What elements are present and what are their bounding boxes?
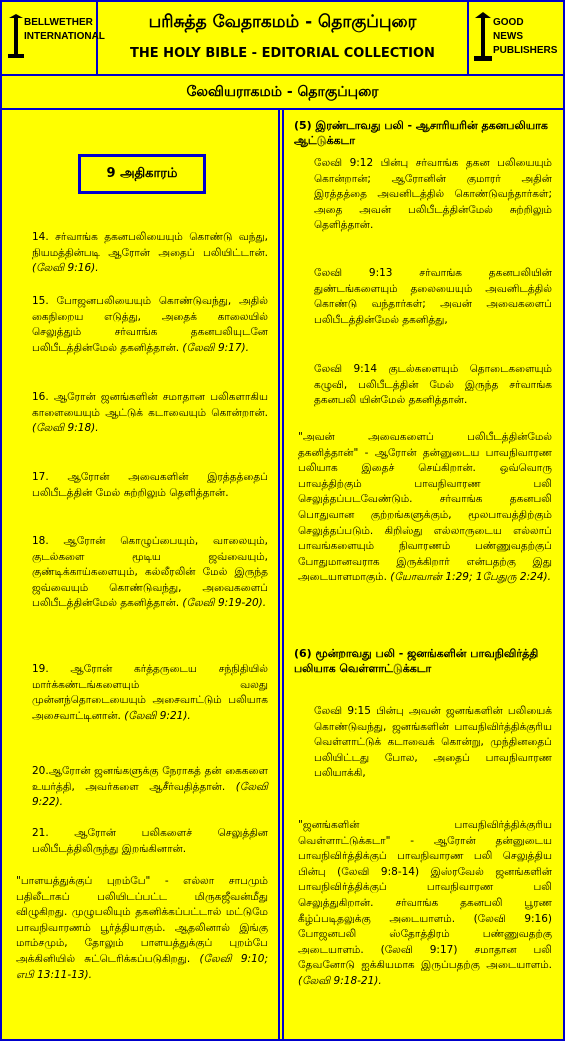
left-column [2, 110, 280, 1039]
verse-20: 20.ஆரோன் ஜனங்களுக்கு நேராகத் தன் கைகளை உயர்த்தி, அவர்களை ஆசீர்வதித்தான். (லேவி 9:22). [32, 765, 268, 809]
section-5-heading: (5) இரண்டாவது பலி - ஆசாரியரின் தகனபலியாக ஆட்டுக்கடா [294, 119, 548, 147]
verse-16: 16. ஆரோன் ஜனங்களின் சமாதான பலிகளாகிய காளையையும் ஆட்டுக் கடாவையும் கொன்றான். (லேவி 9:18). [32, 391, 268, 435]
verse-19: 19. ஆரோன் கர்த்தருடைய சந்நிதியில் மார்க்கண்டங்களையும் வலது முன்னந்தொடையையும் அசைவாட்டும் பலியாக அசைவாட்டினான். (லேவி 9:21). [32, 663, 268, 722]
lev-9-13: லேவி 9:13 சர்வாங்க தகனபலியின் துண்டங்களையும் தலையையும் அவனிடத்தில் கொண்டு வந்தார்கள்; அவன் அவைகளைப் பலிபீடத்தின்மேல் தகனித்து, [314, 267, 552, 326]
commentary-sin-offering: "அவன் அவைகளைப் பலிபீடத்தின்மேல் தகனித்தான்" - ஆரோன் தன்னுடைய பாவநிவாரண பலியாக இதைச் செய்கிறான். ஒவ்வொரு பாவத்திற்கும் பாவநிவாரண பலி செலுத்தப்படவேண்டும். சர்வாங்க தகனபலி பொதுவான குற்றங்களுக்கும், மூலபாவத்திற்கும் செலுத்தப்படும். கிறிஸ்து எல்லாருடைய எல்லாப் பாவங்களையும் நிவாரணம் பண்ணுவதற்குப் போதுமானவராக இருக்கிறார் என்பதற்கு இது அடையாளமாகும். (யோவான் 1:29; 1பேதுரு 2:24). [298, 431, 552, 584]
chapter-label: 9 அதிகாரம் [78, 154, 206, 194]
verse-14: 14. சர்வாங்க தகனபலியையும் கொண்டு வந்து, நியமத்தின்படி ஆரோன் அதைப் பலியிட்டான். (லேவி 9:16). [32, 231, 268, 275]
book-title: லேவியராகமம் - தொகுப்புரை [2, 76, 563, 110]
bellwether-logo [2, 2, 105, 74]
right-column [282, 110, 563, 1039]
commentary-note: "பாளயத்துக்குப் புறம்பே" - எல்லா சாபமும் பதிலீடாகப் பலியிடப்பட்ட மிருகஜீவன்மீது விழுகிறது. முழுபலியும் தகனிக்கப்பட்டால் மட்டுமே பாவநிவாரணம் பூர்த்தியாகும். ஆதலினால் இங்கு மாம்சமும், தோலும் பாளயத்துக்குப் புறம்பே அக்கினியில் சுட்டெரிக்கப்படுகிறது. (லேவி 9:10; எபி 13:11-13). [16, 875, 268, 981]
good-news-logo [467, 2, 563, 74]
commentary-people-offering: "ஜனங்களின் பாவநிவிர்த்திக்குரிய வெள்ளாட்டுக்கடா" - ஆரோன் தன்னுடைய பாவநிவிர்த்திக்குப் பாவநிவாரண பலி செலுத்திய பின்பு (லேவி 9:8-14) இஸ்ரவேல் ஜனங்களின் பாவநிவிர்த்திக்குப் பாவநிவாரண பலி செலுத்துகிறான். சர்வாங்க தகனபலி பூரண கீழ்ப்படிதலுக்கு அடையாளம். (லேவி 9:16) போஜனபலி ஸ்தோத்திரம் பண்ணுவதற்கு அடையாளம். (லேவி 9:17) சமாதான பலி தேவனோடு ஐக்கியமாக இருப்பதற்கு அடையாளம். (லேவி 9:18-21). [298, 819, 552, 987]
verse-18: 18. ஆரோன் கொழுப்பையும், வாலையும், குடல்களை மூடிய ஜவ்வையும், குண்டிக்காய்களையும், கல்லீரலின் மேல் இருந்த ஜவ்வையும் கொண்டுவந்து, அவைகளைப் பலிபீடத்தின்மேல் தகனித்தான். (லேவி 9:19-20). [32, 535, 268, 610]
title-tamil: பரிசுத்த வேதாகமம் - தொகுப்புரை [148, 12, 417, 32]
section-6-heading: (6) மூன்றாவது பலி - ஜனங்களின் பாவநிவிர்த்தி பலியாக வெள்ளாட்டுக்கடா [294, 647, 539, 675]
title-english: THE HOLY BIBLE - EDITORIAL COLLECTION [130, 46, 435, 61]
bellwether-logo-text: BELLWETHER INTERNATIONAL [24, 17, 105, 42]
good-news-logo-text: GOOD NEWS PUBLISHERS [493, 17, 558, 56]
verse-17: 17. ஆரோன் அவைகளின் இரத்தத்தைப் பலிபீடத்தின் மேல் சுற்றிலும் தெளித்தான். [32, 471, 268, 499]
header [2, 2, 563, 76]
verse-21: 21. ஆரோன் பலிகளைச் செலுத்தின பலிபீடத்திலிருந்து இறங்கினான். [32, 827, 268, 855]
lev-9-15: லேவி 9:15 பின்பு அவன் ஜனங்களின் பலியைக் கொண்டுவந்து, ஜனங்களின் பாவநிவிர்த்திக்குரிய வெள்ளாட்டுக் கடாவைக் கொன்று, முந்தினதைப் பலியிட்டது போல, அதைப் பாவநிவாரண பலியாக்கி, [314, 705, 552, 780]
lev-9-14: லேவி 9:14 குடல்களையும் தொடைகளையும் கழுவி, பலிபீடத்தின் மேல் இருந்த சர்வாங்க தகனபலி யின்மேல் தகனித்தான். [314, 363, 552, 407]
lamp-icon [473, 12, 493, 62]
header-title [98, 2, 467, 74]
lamp-icon [6, 14, 26, 60]
lev-9-12: லேவி 9:12 பின்பு சர்வாங்க தகன பலியையும் கொன்றான்; ஆரோனின் குமாரர் அதின் இரத்தத்தை அவனிடத்தில் கொண்டுவந்தார்கள்; அதை அவன் பலிபீடத்தின்மேல் சுற்றிலும் தெளித்தான். [314, 157, 552, 232]
verse-15: 15. போஜனபலியையும் கொண்டுவந்து, அதில் கைநிறைய எடுத்து, அதைக் காலையில் செலுத்தும் சர்வாங்க தகனபலியுடனே பலிபீடத்தின்மேல் தகனித்தான். (லேவி 9:17). [32, 295, 268, 354]
